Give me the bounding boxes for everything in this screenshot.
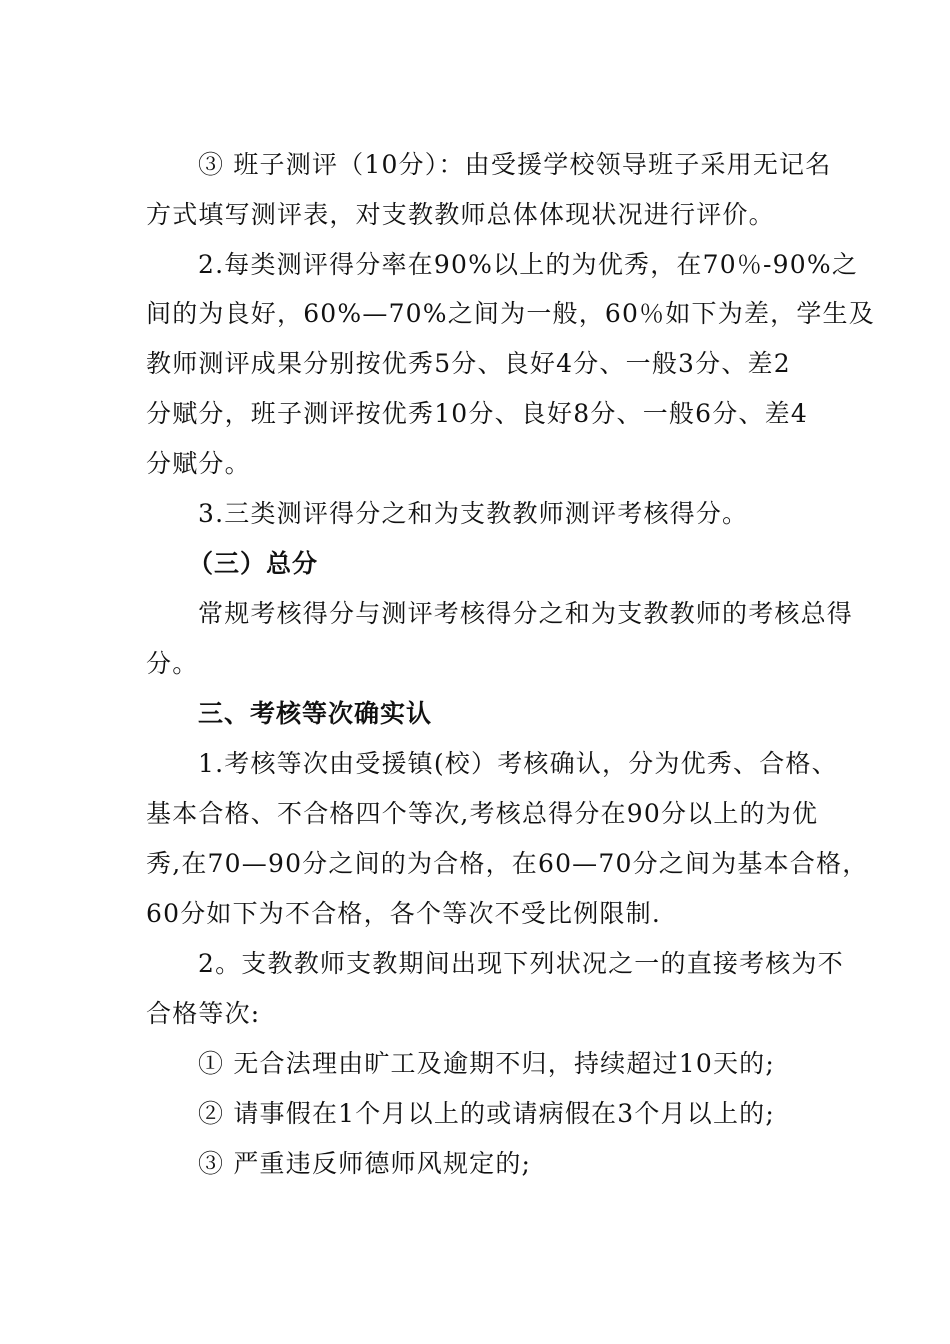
section-heading: （三）总分: [188, 549, 319, 578]
paragraph-line: 分。: [146, 649, 199, 678]
list-item: ② 请事假在1个月以上的或请病假在3个月以上的;: [198, 1099, 775, 1128]
paragraph-line: 常规考核得分与测评考核得分之和为支教教师的考核总得: [198, 599, 854, 628]
paragraph-line: 合格等次:: [146, 999, 261, 1028]
list-item: ① 无合法理由旷工及逾期不归，持续超过10天的;: [198, 1049, 775, 1078]
paragraph-line: 分赋分，班子测评按优秀10分、良好8分、一般6分、差4: [146, 399, 808, 428]
paragraph-line: 基本合格、不合格四个等次,考核总得分在90分以上的为优: [146, 799, 819, 828]
section-heading: 三、考核等次确实认: [198, 699, 433, 728]
paragraph-line: 2。支教教师支教期间出现下列状况之一的直接考核为不: [198, 949, 844, 978]
paragraph-line: 2.每类测评得分率在90%以上的为优秀，在70％-90%之: [198, 250, 859, 279]
list-item: ③ 严重违反师德师风规定的;: [198, 1149, 532, 1178]
paragraph-line: 教师测评成果分别按优秀5分、良好4分、一般3分、差2: [146, 349, 791, 378]
paragraph-line: 间的为良好，60%—70%之间为一般，60％如下为差，学生及: [146, 299, 875, 328]
paragraph-line: ③ 班子测评（10分）：由受援学校领导班子采用无记名: [198, 150, 832, 179]
paragraph-line: 1.考核等次由受援镇(校）考核确认，分为优秀、合格、: [198, 749, 838, 778]
paragraph-line: 60分如下为不合格，各个等次不受比例限制.: [146, 899, 661, 928]
paragraph-line: 方式填写测评表，对支教教师总体体现状况进行评价。: [146, 200, 775, 229]
paragraph-line: 秀,在70—90分之间的为合格，在60—70分之间为基本合格，: [146, 849, 869, 878]
paragraph-line: 3.三类测评得分之和为支教教师测评考核得分。: [198, 499, 749, 528]
paragraph-line: 分赋分。: [146, 449, 251, 478]
